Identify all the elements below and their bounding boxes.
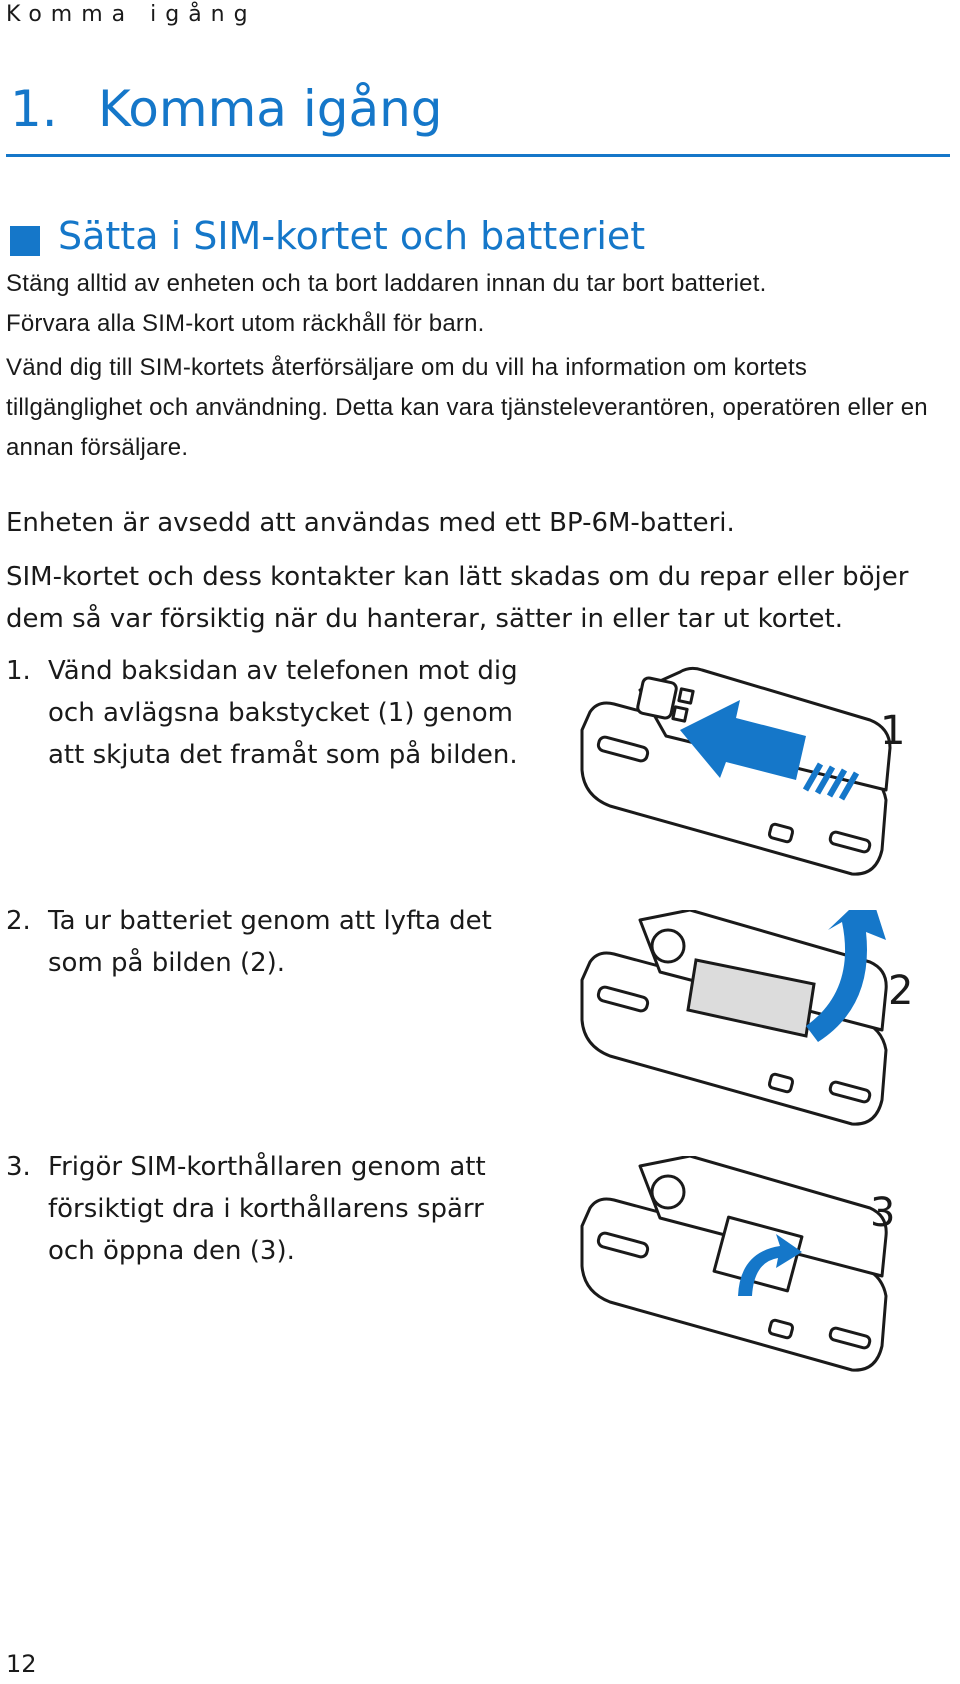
page-number: 12 [6,1650,37,1678]
paragraph-battery-type: Enheten är avsedd att användas med ett BP-6M-batteri. [6,508,735,538]
step-text: Vänd baksidan av telefonen mot dig och avlägsna bakstycket (1) genom att skjuta det framåt som på bilden. [48,656,518,770]
running-header: Komma igång [6,2,257,27]
illustration-remove-back-cover [570,650,930,890]
section-bullet-icon [10,226,40,256]
chapter-title: Komma igång [98,80,443,138]
step-text: Ta ur batteriet genom att lyfta det som på bilden (2). [48,906,492,978]
step-text: Frigör SIM-korthållaren genom att försiktigt dra i korthållarens spärr och öppna den (3). [48,1152,486,1266]
chapter-heading [6,78,950,157]
illustration-open-sim-holder [570,1156,930,1396]
step-1 [6,650,526,780]
paragraph-keep-away: Förvara alla SIM-kort utom räckhåll för barn. [6,310,485,337]
chapter-number: 1. [10,80,58,138]
paragraph-power-off: Stäng alltid av enheten och ta bort laddaren innan du tar bort batteriet. [6,270,767,297]
illustration-label-2: 2 [888,968,914,1014]
step-number: 3. [6,1152,31,1182]
step-3 [6,1146,526,1276]
section-title: Sätta i SIM-kortet och batteriet [58,214,646,258]
step-number: 1. [6,656,31,686]
paragraph-availability: Vänd dig till SIM-kortets återförsäljare om du vill ha information om kortets tillgänglighet och användning. Detta kan vara tjänsteleverantören, operatören eller en annan försäljare. [6,354,928,461]
step-number: 2. [6,906,31,936]
illustration-label-1: 1 [880,708,906,754]
step-2 [6,900,526,990]
paragraph-sim-care: SIM-kortet och dess kontakter kan lätt skadas om du repar eller böjer dem så var försiktig när du hanterar, sätter in eller tar ut kortet. [6,562,909,634]
illustration-label-3: 3 [870,1190,896,1236]
illustration-remove-battery [570,910,930,1150]
